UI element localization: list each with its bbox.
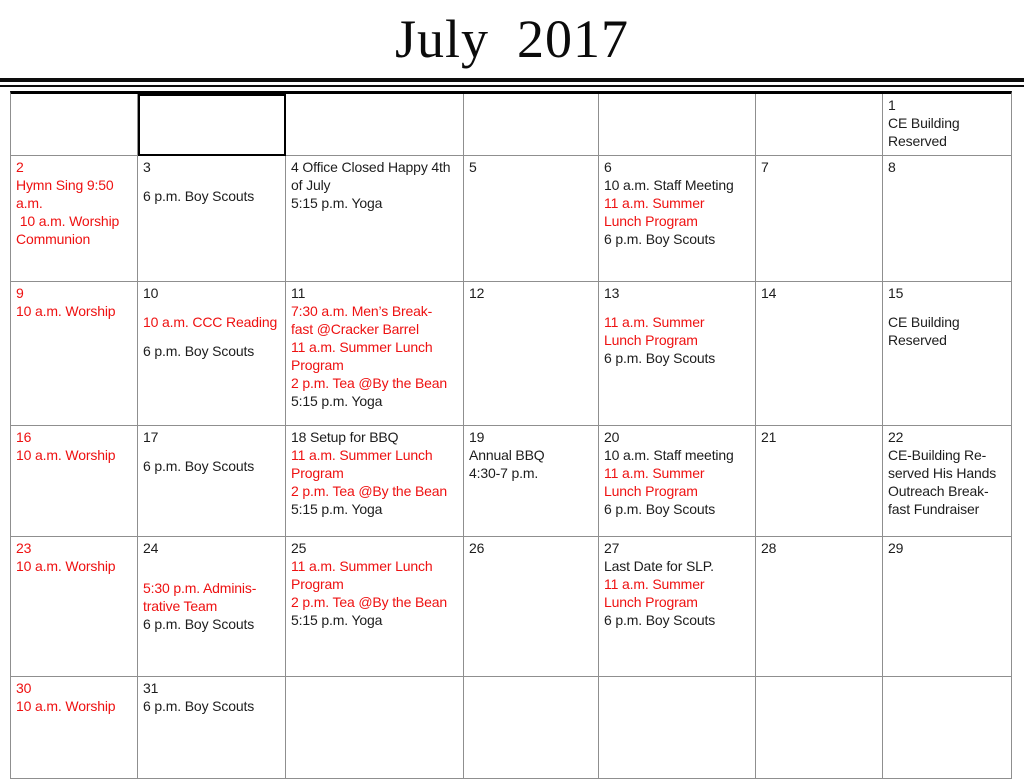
- event-line: 6 p.m. Boy Scouts: [604, 231, 716, 247]
- day-cell-26: [464, 537, 599, 677]
- day-number: 31: [143, 680, 159, 696]
- event-line: 7:30 a.m. Men’s Break-: [291, 303, 433, 319]
- empty-cell: [756, 677, 883, 778]
- day-cell-24: [138, 537, 286, 677]
- event-line: 11 a.m. Summer Lunch: [291, 558, 433, 574]
- day-number: 3: [143, 159, 151, 175]
- event-line: CE Building: [888, 314, 960, 330]
- day-cell-9: [11, 282, 138, 426]
- day-number: 9: [16, 285, 24, 301]
- day-cell-6: [599, 156, 756, 282]
- day-cell-5: [464, 156, 599, 282]
- event-line: Last Date for SLP.: [604, 558, 714, 574]
- empty-cell: [286, 94, 464, 156]
- day-cell-20: [599, 426, 756, 537]
- event-line: 6 p.m. Boy Scouts: [143, 616, 255, 632]
- day-number: 24: [143, 540, 159, 556]
- event-line: Annual BBQ: [469, 447, 545, 463]
- day-cell-4: [286, 156, 464, 282]
- day-cell-11: [286, 282, 464, 426]
- day-cell-13: [599, 282, 756, 426]
- day-number: 10: [143, 285, 159, 301]
- event-line: Lunch Program: [604, 213, 698, 229]
- day-number: 5: [469, 159, 477, 175]
- empty-cell: [756, 94, 883, 156]
- day-number: 7: [761, 159, 769, 175]
- event-line: Reserved: [888, 133, 947, 149]
- day-number: 17: [143, 429, 159, 445]
- day-number: 8: [888, 159, 896, 175]
- event-line: 6 p.m. Boy Scouts: [604, 612, 716, 628]
- event-line: 10 a.m. Worship: [16, 558, 116, 574]
- day-number: 27: [604, 540, 620, 556]
- event-line: fast Fundraiser: [888, 501, 980, 517]
- day-number: 19: [469, 429, 485, 445]
- event-line: Program: [291, 465, 344, 481]
- empty-cell: [599, 677, 756, 778]
- title-month: July: [394, 9, 490, 69]
- event-line: 10 a.m. CCC Reading: [143, 314, 278, 330]
- event-line: Communion: [16, 231, 91, 247]
- page-title: [0, 0, 1024, 74]
- day-number: 12: [469, 285, 485, 301]
- day-cell-1: [883, 94, 1011, 156]
- empty-cell: [464, 677, 599, 778]
- event-line: a.m.: [16, 195, 43, 211]
- event-line: 5:30 p.m. Adminis-: [143, 580, 257, 596]
- event-line: CE-Building Re-: [888, 447, 987, 463]
- event-line: Outreach Break-: [888, 483, 989, 499]
- day-cell-7: [756, 156, 883, 282]
- event-line: 6 p.m. Boy Scouts: [143, 698, 255, 714]
- day-number: 26: [469, 540, 485, 556]
- spacer: [143, 557, 282, 568]
- event-line: 6 p.m. Boy Scouts: [143, 458, 255, 474]
- day-number: 30: [16, 680, 32, 696]
- day-number: 15: [888, 285, 904, 301]
- day-number: 13: [604, 285, 620, 301]
- event-line: 10 a.m. Staff meeting: [604, 447, 734, 463]
- day-number: 29: [888, 540, 904, 556]
- day-cell-23: [11, 537, 138, 677]
- title-divider: [0, 78, 1024, 87]
- empty-cell: [464, 94, 599, 156]
- event-line: 6 p.m. Boy Scouts: [604, 501, 716, 517]
- empty-cell: [883, 677, 1011, 778]
- day-cell-27: [599, 537, 756, 677]
- event-line: 10 a.m. Worship: [16, 698, 116, 714]
- day-cell-2: [11, 156, 138, 282]
- event-line: 4:30-7 p.m.: [469, 465, 539, 481]
- empty-cell: [11, 94, 138, 156]
- event-line: 5:15 p.m. Yoga: [291, 195, 383, 211]
- spacer: [143, 302, 282, 313]
- day-cell-29: [883, 537, 1011, 677]
- spacer: [604, 302, 752, 313]
- event-line: 2 p.m. Tea @By the Bean: [291, 375, 448, 391]
- day-number: 2: [16, 159, 24, 175]
- day-cell-17: [138, 426, 286, 537]
- event-line: 5:15 p.m. Yoga: [291, 393, 383, 409]
- day-number: 16: [16, 429, 32, 445]
- day-number: 6: [604, 159, 612, 175]
- spacer: [143, 568, 282, 579]
- event-line: 11 a.m. Summer: [604, 314, 705, 330]
- day-number: 20: [604, 429, 620, 445]
- event-line: 10 a.m. Worship: [16, 303, 116, 319]
- day-cell-8: [883, 156, 1011, 282]
- day-cell-19: [464, 426, 599, 537]
- event-line: 5:15 p.m. Yoga: [291, 501, 383, 517]
- event-line: 11 a.m. Summer: [604, 195, 705, 211]
- event-line: 6 p.m. Boy Scouts: [604, 350, 716, 366]
- day-number: 11: [291, 285, 306, 301]
- day-number: 23: [16, 540, 32, 556]
- event-line: 5:15 p.m. Yoga: [291, 612, 383, 628]
- event-line: 10 a.m. Worship: [16, 213, 120, 229]
- event-line: Lunch Program: [604, 483, 698, 499]
- event-line: 4 Office Closed Happy 4th: [291, 159, 451, 175]
- event-line: 18 Setup for BBQ: [291, 429, 399, 445]
- event-line: 11 a.m. Summer: [604, 465, 705, 481]
- event-line: trative Team: [143, 598, 218, 614]
- event-line: 6 p.m. Boy Scouts: [143, 343, 255, 359]
- day-cell-30: [11, 677, 138, 778]
- day-cell-15: [883, 282, 1011, 426]
- event-line: 2 p.m. Tea @By the Bean: [291, 594, 448, 610]
- spacer: [143, 446, 282, 457]
- event-line: 11 a.m. Summer: [604, 576, 705, 592]
- event-line: 11 a.m. Summer Lunch: [291, 339, 433, 355]
- event-line: 11 a.m. Summer Lunch: [291, 447, 433, 463]
- event-line: Program: [291, 357, 344, 373]
- empty-cell: [138, 94, 286, 156]
- calendar-grid: [10, 91, 1012, 779]
- day-cell-10: [138, 282, 286, 426]
- day-number: 25: [291, 540, 307, 556]
- day-number: 14: [761, 285, 777, 301]
- title-year: 2017: [517, 9, 630, 69]
- event-line: Lunch Program: [604, 594, 698, 610]
- spacer: [143, 331, 282, 342]
- day-number: 21: [761, 429, 777, 445]
- day-cell-22: [883, 426, 1011, 537]
- spacer: [143, 176, 282, 187]
- empty-cell: [286, 677, 464, 778]
- day-number: 1: [888, 97, 896, 113]
- day-number: 28: [761, 540, 777, 556]
- day-cell-18: [286, 426, 464, 537]
- event-line: 6 p.m. Boy Scouts: [143, 188, 255, 204]
- event-line: 10 a.m. Worship: [16, 447, 116, 463]
- event-line: Reserved: [888, 332, 947, 348]
- day-cell-28: [756, 537, 883, 677]
- day-cell-16: [11, 426, 138, 537]
- event-line: Hymn Sing 9:50: [16, 177, 114, 193]
- event-line: Program: [291, 576, 344, 592]
- day-cell-31: [138, 677, 286, 778]
- event-line: fast @Cracker Barrel: [291, 321, 419, 337]
- day-cell-14: [756, 282, 883, 426]
- event-line: served His Hands: [888, 465, 997, 481]
- day-cell-3: [138, 156, 286, 282]
- day-cell-12: [464, 282, 599, 426]
- spacer: [888, 302, 1008, 313]
- event-line: of July: [291, 177, 331, 193]
- day-cell-25: [286, 537, 464, 677]
- event-line: 10 a.m. Staff Meeting: [604, 177, 734, 193]
- day-number: 22: [888, 429, 904, 445]
- event-line: Lunch Program: [604, 332, 698, 348]
- empty-cell: [599, 94, 756, 156]
- day-cell-21: [756, 426, 883, 537]
- event-line: CE Building: [888, 115, 960, 131]
- event-line: 2 p.m. Tea @By the Bean: [291, 483, 448, 499]
